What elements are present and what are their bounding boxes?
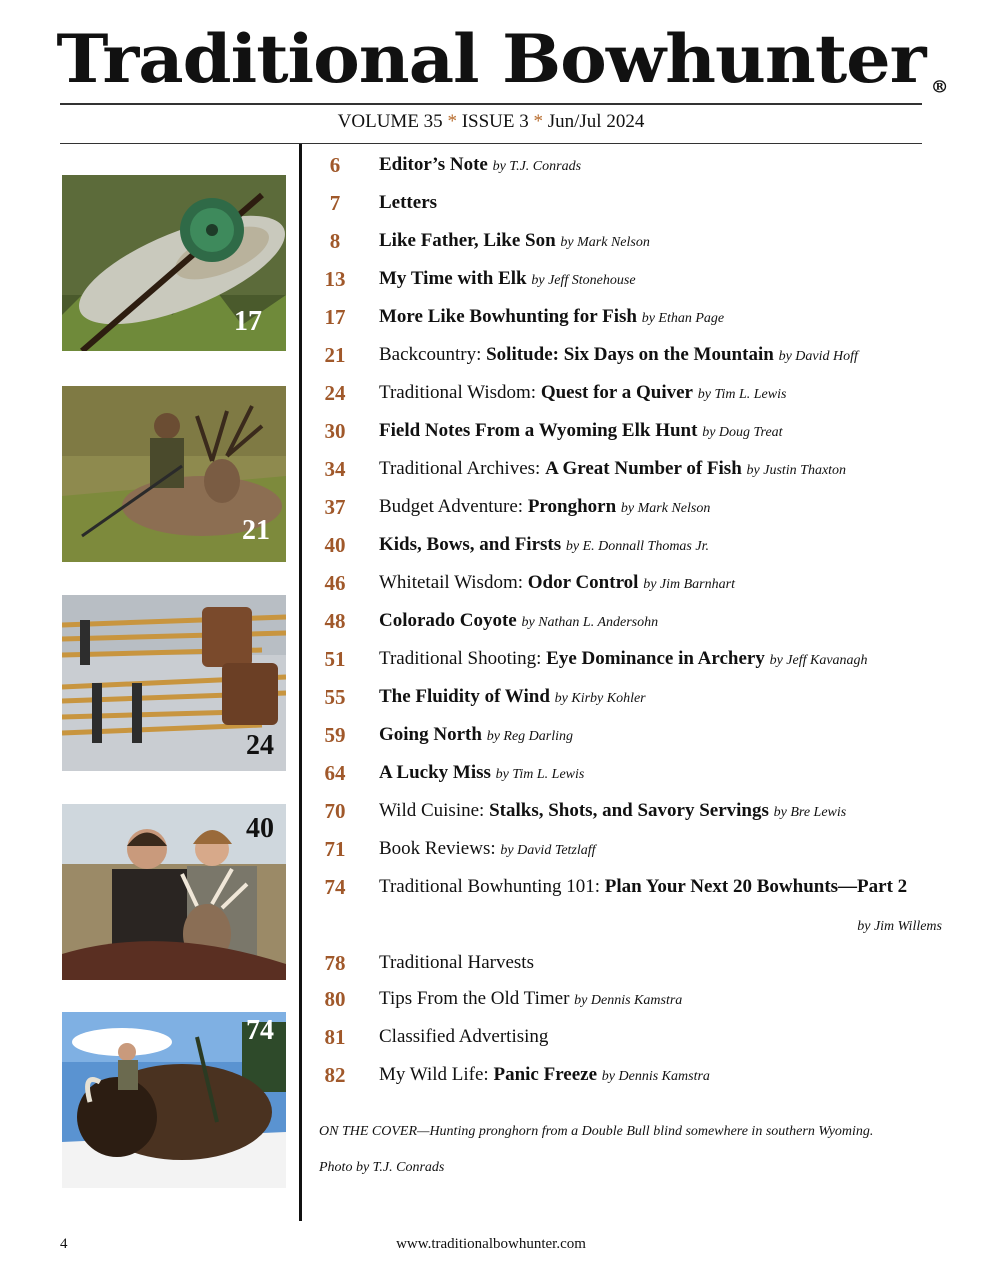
photo-credit: Photo by T.J. Conrads <box>319 1160 445 1175</box>
toc-page-number: 59 <box>324 723 346 747</box>
toc-entry[interactable] <box>315 526 955 564</box>
toc-page-number: 13 <box>324 267 346 291</box>
toc-entry-text: Book Reviews: by David Tetzlaff <box>379 838 596 859</box>
photo-page-label: 17 <box>234 306 262 337</box>
toc-page-number: 37 <box>324 495 346 519</box>
toc-entry-text: Letters <box>379 192 438 213</box>
toc-entry-text: Kids, Bows, and Firsts by E. Donnall Thomas Jr. <box>379 534 709 555</box>
toc-page-number: 17 <box>324 305 346 329</box>
website-url[interactable]: www.traditionalbowhunter.com <box>396 1236 586 1252</box>
toc-entry[interactable] <box>315 792 955 830</box>
toc-entry-text: Editor’s Note by T.J. Conrads <box>379 154 582 175</box>
toc-page-number: 30 <box>324 419 346 443</box>
toc-entry[interactable] <box>315 450 955 488</box>
page-number: 4 <box>60 1236 68 1252</box>
toc-page-number: 34 <box>324 457 346 481</box>
toc-entry[interactable] <box>315 980 955 1018</box>
toc-page-number: 81 <box>324 1025 346 1049</box>
separator-star: * <box>447 111 457 132</box>
toc-page-number: 71 <box>324 837 346 861</box>
toc-entry[interactable] <box>315 716 955 754</box>
toc-entry[interactable] <box>315 868 955 906</box>
deer-photo[interactable] <box>62 386 286 562</box>
toc-entry-text: Traditional Harvests <box>379 952 534 973</box>
separator-star: * <box>533 111 543 132</box>
toc-entry-text: Traditional Bowhunting 101: Plan Your Next 20 Bowhunts—Part 2 <box>379 876 908 897</box>
toc-page-number: 6 <box>329 153 341 177</box>
toc-entry-text: Traditional Archives: A Great Number of Fish by Justin Thaxton <box>379 458 847 479</box>
toc-entry[interactable] <box>315 602 955 640</box>
toc-entry[interactable] <box>315 336 955 374</box>
toc-entry[interactable] <box>315 1018 955 1056</box>
toc-entry-text: The Fluidity of Wind by Kirby Kohler <box>379 686 646 707</box>
quiver-photo[interactable] <box>62 595 286 771</box>
toc-entry[interactable] <box>315 944 955 982</box>
toc-entry[interactable] <box>315 184 955 222</box>
magazine-title-text: Traditional Bowhunter <box>56 19 926 98</box>
toc-entry[interactable] <box>315 260 955 298</box>
toc-page-number: 74 <box>324 875 346 899</box>
toc-page-number: 82 <box>324 1063 346 1087</box>
toc-entry[interactable] <box>315 222 955 260</box>
toc-page-number: 8 <box>329 229 341 253</box>
toc-page-number: 24 <box>324 381 346 405</box>
toc-entry[interactable] <box>315 678 955 716</box>
toc-page-number: 55 <box>324 685 346 709</box>
cover-caption: ON THE COVER—Hunting pronghorn from a Double Bull blind somewhere in southern Wyoming. <box>319 1124 874 1139</box>
toc-entry-text: Wild Cuisine: Stalks, Shots, and Savory Servings by Bre Lewis <box>379 800 847 821</box>
toc-entry[interactable] <box>315 488 955 526</box>
toc-page-number: 7 <box>329 191 341 215</box>
photo-page-label: 74 <box>246 1015 274 1046</box>
toc-page-number: 70 <box>324 799 346 823</box>
toc-entry-text: Traditional Shooting: Eye Dominance in Archery by Jeff Kavanagh <box>379 648 868 669</box>
toc-entry[interactable] <box>315 412 955 450</box>
toc-entry[interactable] <box>315 754 955 792</box>
toc-entry[interactable] <box>315 640 955 678</box>
volume-label: VOLUME 35 <box>337 111 443 132</box>
toc-entry[interactable] <box>315 564 955 602</box>
toc-entry-text: Colorado Coyote by Nathan L. Andersohn <box>379 610 659 631</box>
hunters-photo[interactable] <box>62 804 286 980</box>
issue-date: Jun/Jul 2024 <box>547 111 645 132</box>
toc-entry-text: Backcountry: Solitude: Six Days on the Mountain by David Hoff <box>379 344 858 365</box>
toc-entry-text: Budget Adventure: Pronghorn by Mark Nelson <box>379 496 711 517</box>
toc-entry[interactable] <box>315 830 955 868</box>
magazine-title <box>56 16 948 102</box>
toc-page-number: 21 <box>324 343 346 367</box>
toc-entry[interactable] <box>315 1056 955 1094</box>
toc-page-number: 78 <box>324 951 346 975</box>
toc-entry-text: Classified Advertising <box>379 1026 549 1047</box>
toc-entry-text: My Time with Elk by Jeff Stonehouse <box>379 268 636 289</box>
toc-page-number: 51 <box>324 647 346 671</box>
toc-page-number: 64 <box>324 761 346 785</box>
toc-entry-text: More Like Bowhunting for Fish by Ethan Page <box>379 306 725 327</box>
header-rule <box>60 143 922 144</box>
masthead <box>0 14 982 104</box>
toc-entry-text: Whitetail Wisdom: Odor Control by Jim Barnhart <box>379 572 735 593</box>
toc-entry-text: A Lucky Miss by Tim L. Lewis <box>379 762 585 783</box>
toc-wrapped-byline: by Jim Willems <box>857 919 942 934</box>
toc-entry[interactable] <box>315 146 955 184</box>
column-divider <box>299 144 302 1221</box>
toc-entry-text: Like Father, Like Son by Mark Nelson <box>379 230 650 251</box>
bison-photo[interactable] <box>62 1012 286 1188</box>
top-rule <box>60 103 922 105</box>
toc-entry-text: My Wild Life: Panic Freeze by Dennis Kamstra <box>379 1064 710 1085</box>
fish-photo[interactable] <box>62 175 286 351</box>
photo-page-label: 40 <box>246 813 274 844</box>
toc-entry-text: Tips From the Old Timer by Dennis Kamstra <box>379 988 683 1009</box>
issue-label: ISSUE 3 <box>461 111 529 132</box>
toc-page-number: 80 <box>324 987 346 1011</box>
toc-page-number: 46 <box>324 571 346 595</box>
issue-info <box>0 110 982 134</box>
toc-entry-text: Going North by Reg Darling <box>379 724 574 745</box>
photo-page-label: 21 <box>242 515 270 546</box>
registered-mark: ® <box>930 77 948 97</box>
toc-entry[interactable] <box>315 298 955 336</box>
photo-page-label: 24 <box>246 730 274 761</box>
toc-entry-text: Field Notes From a Wyoming Elk Hunt by Doug Treat <box>379 420 783 441</box>
toc-page-number: 48 <box>324 609 346 633</box>
toc-entry[interactable] <box>315 374 955 412</box>
toc-entry-text: Traditional Wisdom: Quest for a Quiver by Tim L. Lewis <box>379 382 787 403</box>
toc-page-number: 40 <box>324 533 346 557</box>
